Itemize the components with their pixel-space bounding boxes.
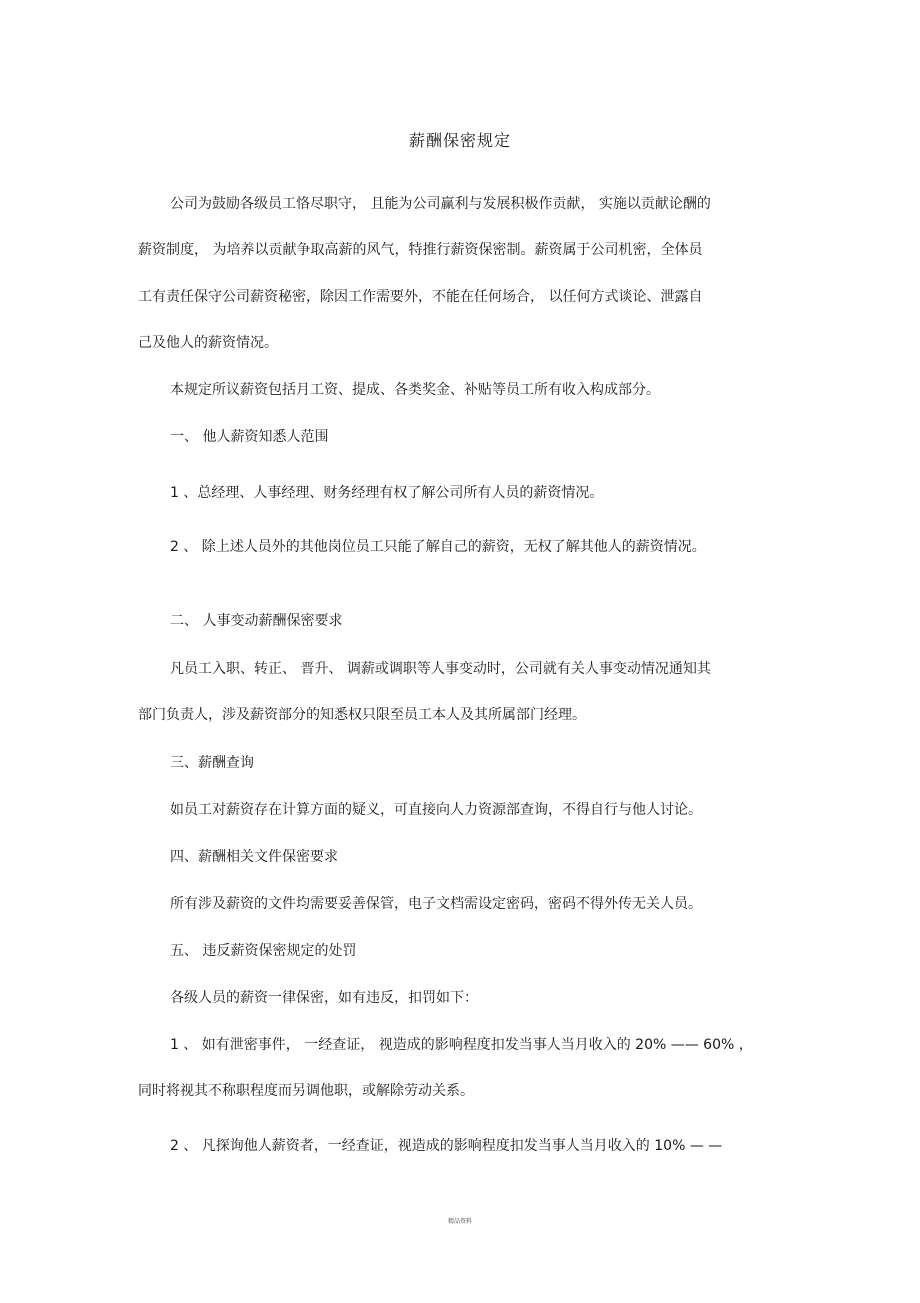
paragraph-line: 己及他人的薪资情况。 — [138, 335, 278, 351]
section-heading: 二、 人事变动薪酬保密要求 — [170, 613, 343, 629]
paragraph-line: 本规定所议薪资包括月工资、提成、各类奖金、补贴等员工所有收入构成部分。 — [170, 382, 660, 398]
paragraph-line: 工有责任保守公司薪资秘密，除因工作需要外，不能在任何场合， 以任何方式谈论、泄露自 — [138, 289, 703, 305]
list-item: 2 、 凡探询他人薪资者，一经查证，视造成的影响程度扣发当事人当月收入的 10% — — — [170, 1138, 723, 1154]
section-heading: 一、 他人薪资知悉人范围 — [170, 429, 329, 445]
paragraph-line: 所有涉及薪资的文件均需要妥善保管，电子文档需设定密码，密码不得外传无关人员。 — [170, 896, 702, 912]
paragraph-line: 部门负责人，涉及薪资部分的知悉权只限至员工本人及其所属部门经理。 — [138, 707, 586, 723]
section-heading: 四、薪酬相关文件保密要求 — [170, 849, 338, 865]
page-footer: 精品资料 — [447, 1218, 472, 1225]
list-item: 1 、 如有泄密事件， 一经查证， 视造成的影响程度扣发当事人当月收入的 20% —— 60% ， — [170, 1037, 753, 1053]
paragraph-line: 同时将视其不称职程度而另调他职，或解除劳动关系。 — [138, 1083, 474, 1099]
paragraph-line: 凡员工入职、转正、 晋升、 调薪或调职等人事变动时，公司就有关人事变动情况通知其 — [170, 661, 711, 677]
paragraph-line: 薪资制度， 为培养以贡献争取高薪的风气，特推行薪资保密制。薪资属于公司机密，全体员 — [138, 242, 703, 258]
document-title: 薪酬保密规定 — [408, 131, 511, 150]
section-heading: 五、 违反薪资保密规定的处罚 — [170, 943, 357, 959]
list-item: 1 、总经理、人事经理、财务经理有权了解公司所有人员的薪资情况。 — [170, 485, 604, 501]
paragraph-line: 如员工对薪资存在计算方面的疑义，可直接向人力资源部查询，不得自行与他人讨论。 — [170, 802, 702, 818]
section-heading: 三、薪酬查询 — [170, 755, 254, 771]
paragraph-line: 公司为鼓励各级员工恪尽职守， 且能为公司赢利与发展积极作贡献， 实施以贡献论酬的 — [170, 196, 711, 212]
list-item: 2 、 除上述人员外的其他岗位员工只能了解自己的薪资，无权了解其他人的薪资情况。 — [170, 539, 706, 555]
paragraph-line: 各级人员的薪资一律保密，如有违反，扣罚如下： — [170, 990, 478, 1006]
